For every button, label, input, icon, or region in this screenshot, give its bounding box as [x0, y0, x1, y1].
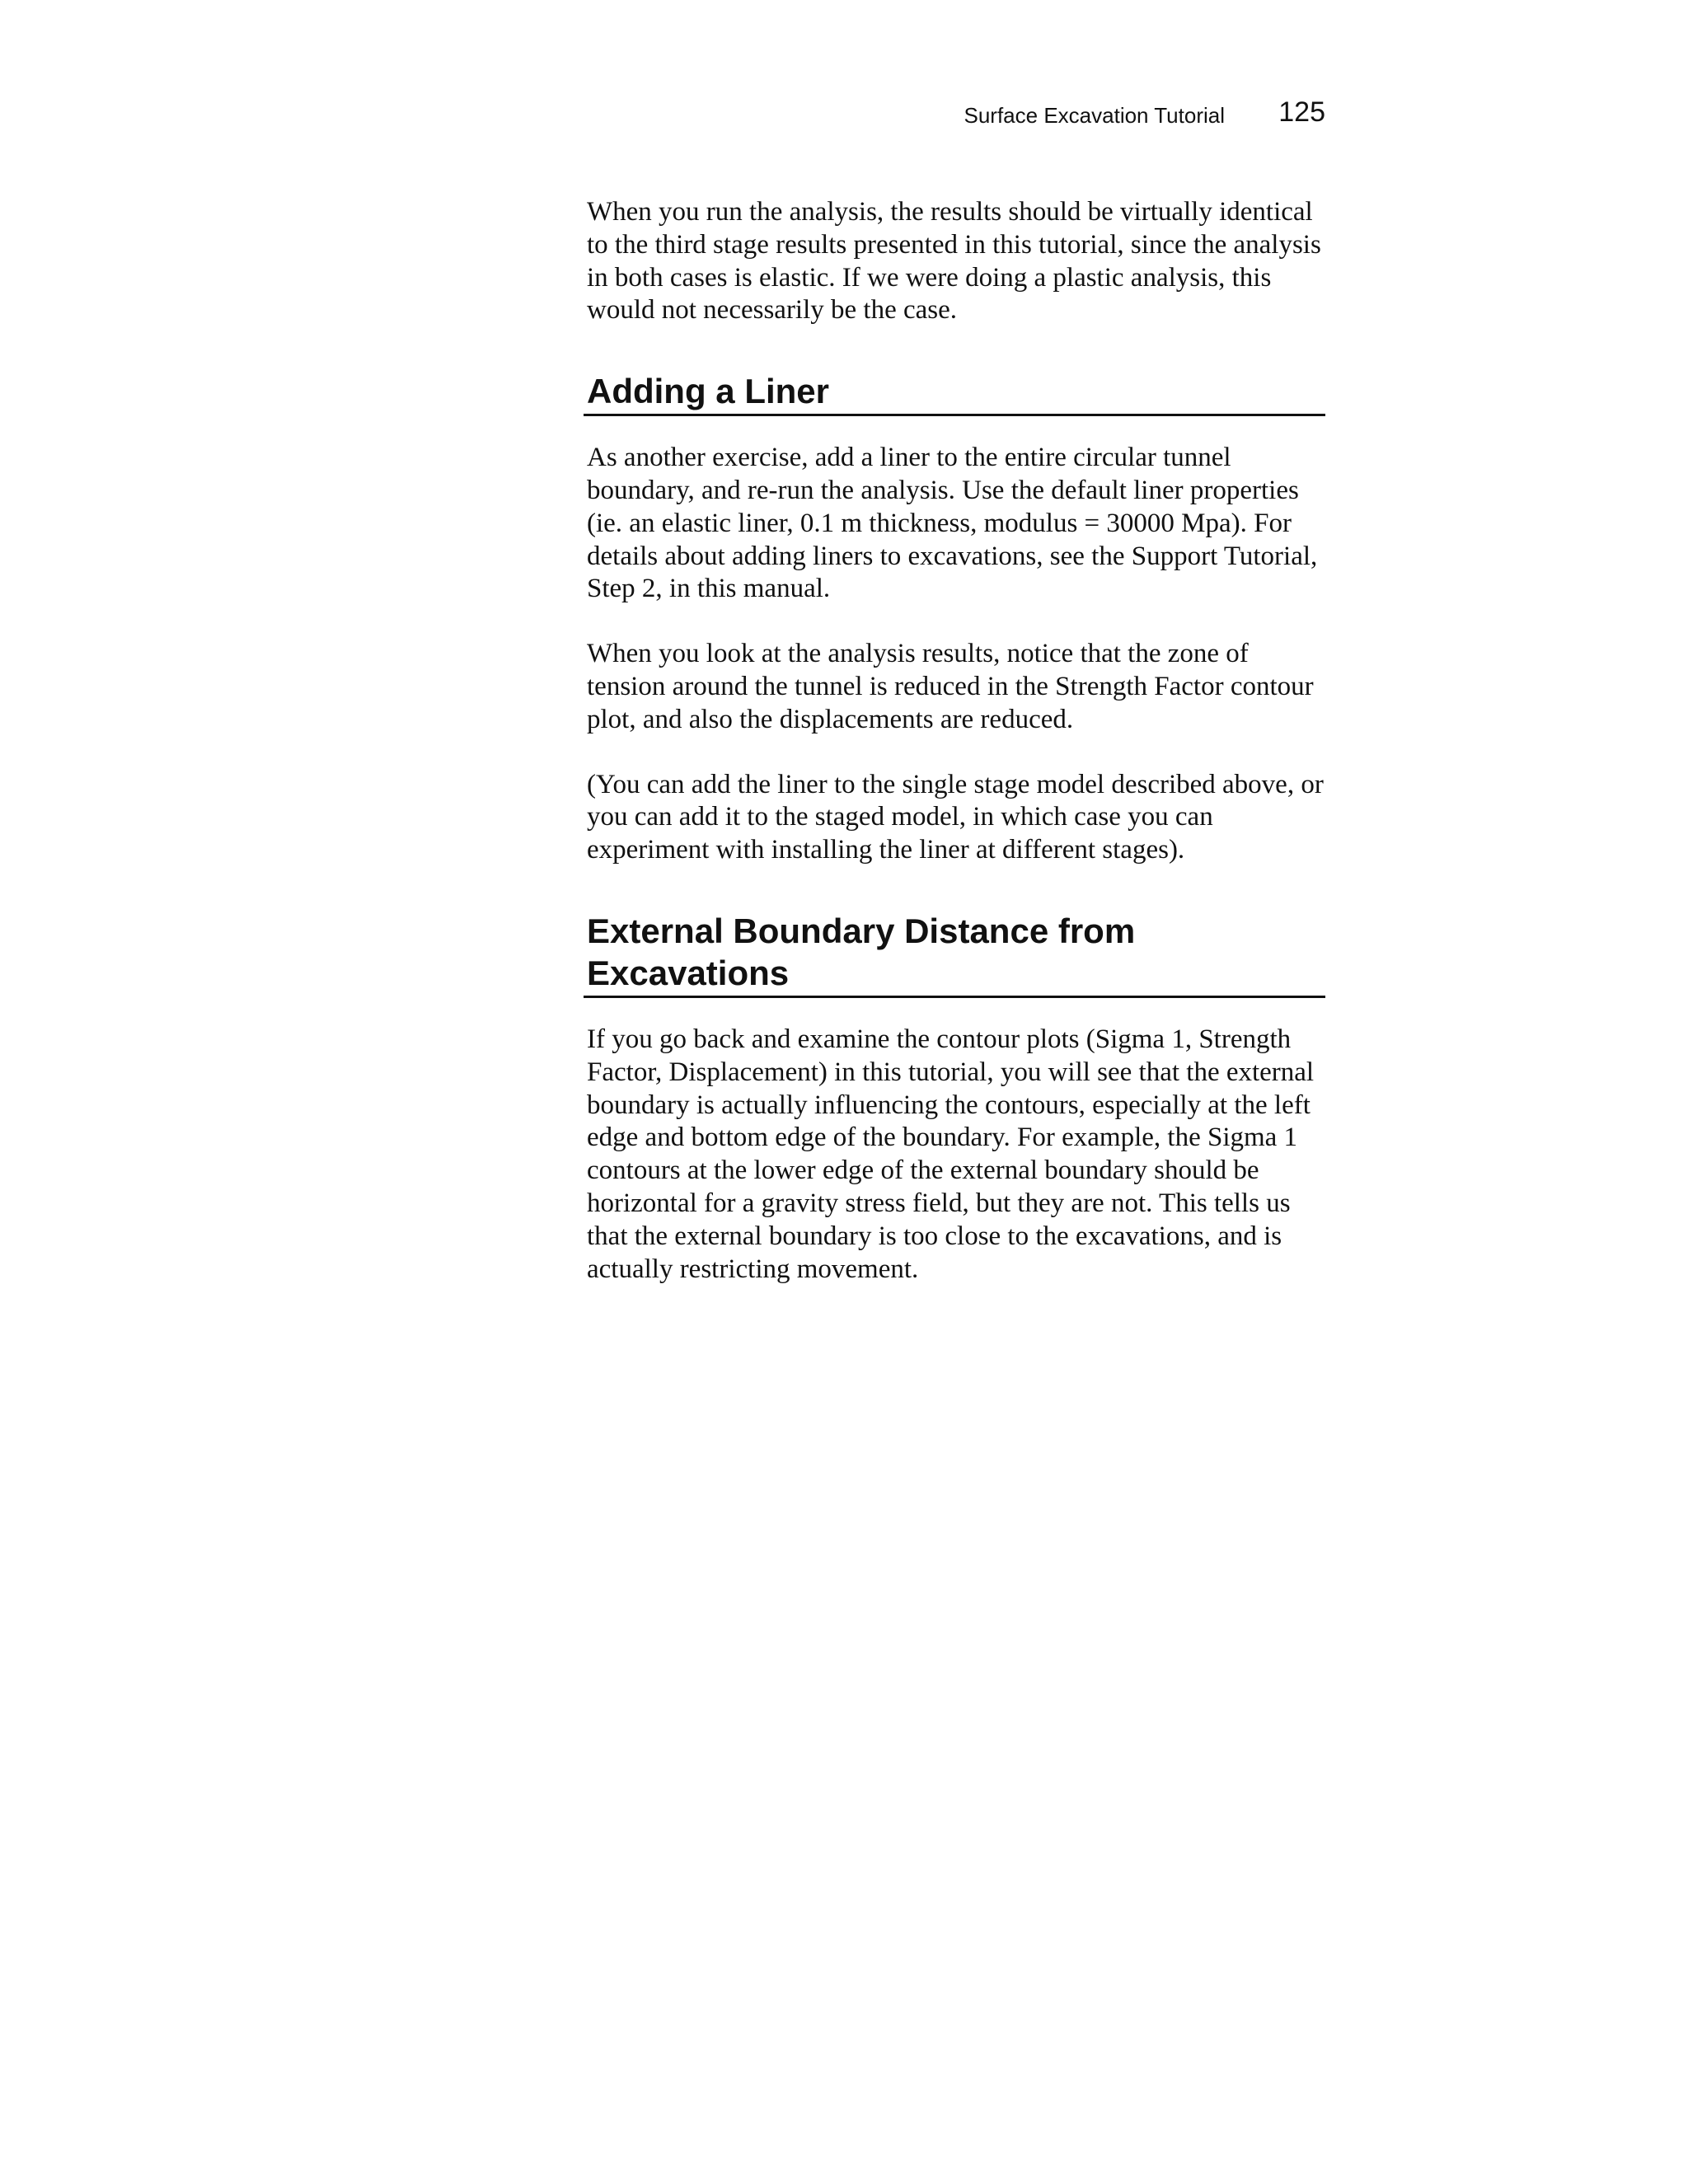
heading-rule — [584, 996, 1325, 998]
page-content — [587, 196, 1329, 1286]
body-paragraph: (You can add the liner to the single stage model described above, or you can add it to the staged model, in which case you can experiment with installing the liner at different stages). — [587, 769, 1324, 865]
body-paragraph: As another exercise, add a liner to the entire circular tunnel boundary, and re-run the analysis. Use the default liner properties (ie. an elastic liner, 0.1 m thickness, modulus = 30000 Mpa). For details about adding liners to excavations, see the Support Tutorial, Step 2, in this manual. — [587, 443, 1318, 604]
running-title: Surface Excavation Tutorial — [964, 103, 1225, 128]
page-number: 125 — [1278, 96, 1325, 128]
intro-paragraph: When you run the analysis, the results should be virtually identical to the third stage results presented in this tutorial, since the analysis in both cases is elastic. If we were doing a plastic analysis, this would not necessarily be the case. — [587, 197, 1321, 326]
section-heading: External Boundary Distance from Excavations — [587, 911, 1136, 992]
section-adding-a-liner — [587, 370, 1329, 867]
body-paragraph: When you look at the analysis results, notice that the zone of tension around the tunnel is reduced in the Strength Factor contour plot, and also the displacements are reduced. — [587, 639, 1314, 734]
heading-rule — [584, 414, 1325, 416]
section-external-boundary — [587, 910, 1329, 1286]
body-paragraph: If you go back and examine the contour plots (Sigma 1, Strength Factor, Displacement) in this tutorial, you will see that the external boundary is actually influencing the contours, especially at the left edge and bottom edge of the boundary. For example, the Sigma 1 contours at the lower edge of the external boundary should be horizontal for a gravity stress field, but they are not. This tells us that the external boundary is too close to the excavations, and is actually restricting movement. — [587, 1024, 1315, 1284]
section-heading: Adding a Liner — [587, 372, 829, 411]
running-header — [907, 96, 1325, 137]
